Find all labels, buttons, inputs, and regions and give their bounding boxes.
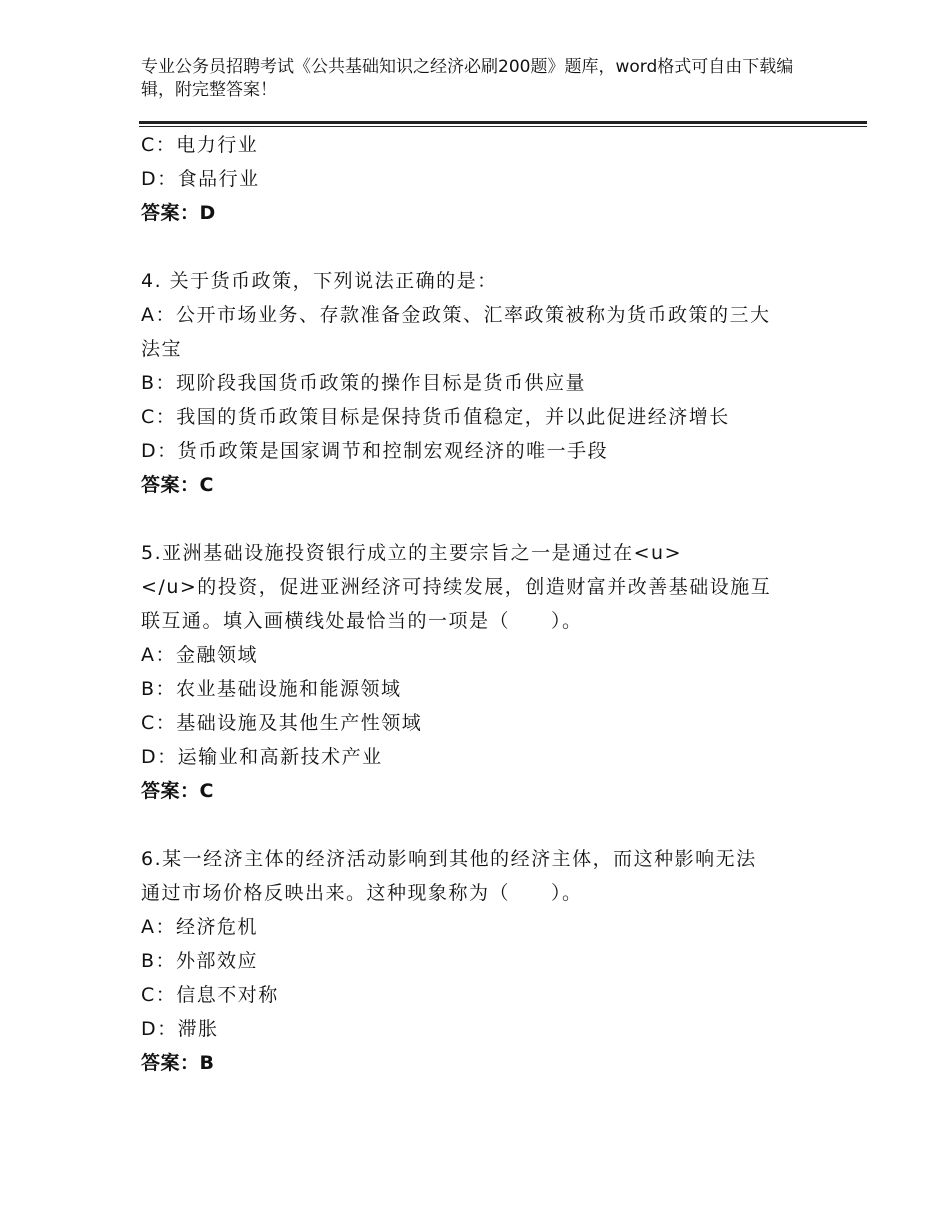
answer-line: 答案：C	[141, 474, 214, 496]
question-stem-continued: </u>的投资，促进亚洲经济可持续发展，创造财富并改善基础设施互	[141, 576, 772, 598]
option-d: D：货币政策是国家调节和控制宏观经济的唯一手段	[141, 440, 609, 462]
header-divider-thick	[139, 121, 867, 124]
question-4	[141, 264, 841, 502]
answer-line: 答案：C	[141, 780, 214, 802]
answer-line: 答案：B	[141, 1052, 215, 1074]
question-stem: 6.某一经济主体的经济活动影响到其他的经济主体，而这种影响无法	[141, 848, 757, 870]
option-c: C：信息不对称	[141, 984, 279, 1006]
option-d: D：滞胀	[141, 1018, 219, 1040]
option-c: C：我国的货币政策目标是保持货币值稳定，并以此促进经济增长	[141, 406, 730, 428]
option-b: B：农业基础设施和能源领域	[141, 678, 402, 700]
option-a: A：公开市场业务、存款准备金政策、汇率政策被称为货币政策的三大	[141, 304, 771, 326]
option-d: D：运输业和高新技术产业	[141, 746, 383, 768]
option-a: A：经济危机	[141, 916, 258, 938]
option-d: D：食品行业	[141, 168, 260, 190]
spacer	[141, 230, 841, 264]
option-a: A：金融领域	[141, 644, 258, 666]
answer-line: 答案：D	[141, 202, 216, 224]
question-stem-continued: 通过市场价格反映出来。这种现象称为（ ）。	[141, 882, 583, 904]
spacer	[141, 502, 841, 536]
question-3-tail	[141, 128, 841, 230]
document-header-note: 专业公务员招聘考试《公共基础知识之经济必刷200题》题库，word格式可自由下载编辑，附完整答案！	[141, 57, 794, 100]
question-6	[141, 842, 841, 1080]
question-5	[141, 536, 841, 808]
header-divider-thin	[139, 126, 867, 127]
option-a-continued: 法宝	[141, 338, 183, 360]
document-body	[141, 128, 841, 1080]
option-b: B：外部效应	[141, 950, 259, 972]
question-stem: 5.亚洲基础设施投资银行成立的主要宗旨之一是通过在<u>	[141, 542, 683, 564]
spacer	[141, 808, 841, 842]
option-c: C：电力行业	[141, 134, 259, 156]
option-b: B：现阶段我国货币政策的操作目标是货币供应量	[141, 372, 587, 394]
option-c: C：基础设施及其他生产性领域	[141, 712, 423, 734]
question-stem-continued: 联互通。填入画横线处最恰当的一项是（ ）。	[141, 610, 583, 632]
question-stem: 4. 关于货币政策，下列说法正确的是：	[141, 270, 498, 292]
